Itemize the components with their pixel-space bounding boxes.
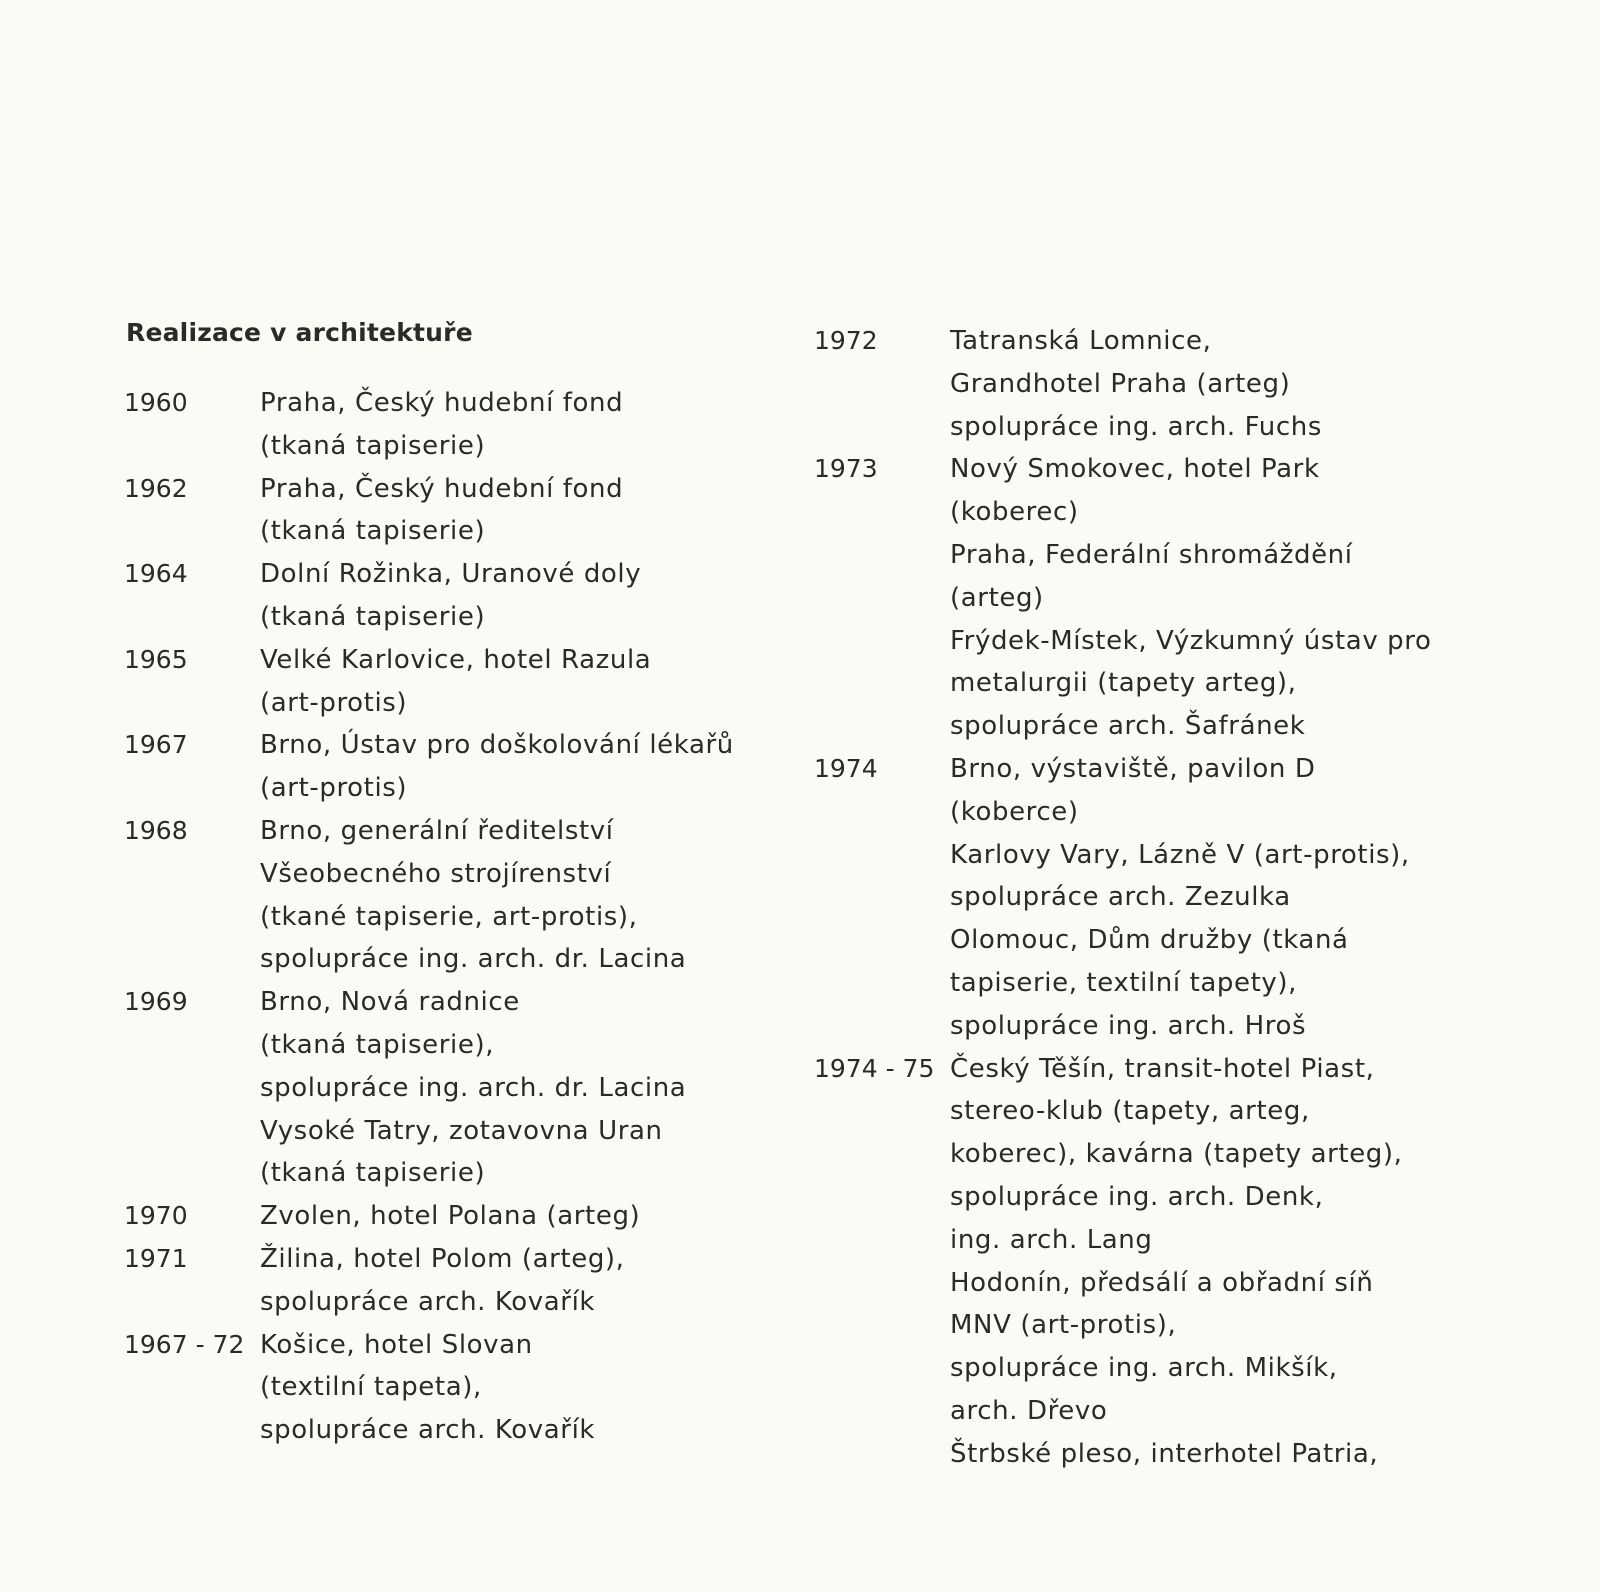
entry-text: (tkaná tapiserie), [260,1029,495,1060]
entry-text: spolupráce arch. Kovařík [260,1415,596,1446]
entry-text: Brno, výstaviště, pavilon D [950,753,1316,784]
entry-text: spolupráce ing. arch. Hroš [950,1010,1307,1041]
entry-text: Frýdek-Místek, Výzkumný ústav pro [950,625,1432,656]
entry-text: (art-protis) [260,687,408,718]
entry-text: (tkaná tapiserie) [260,601,486,632]
entry-text: Žilina, hotel Polom (arteg), [260,1243,625,1274]
entry-year: 1971 [124,1243,188,1273]
entry-text: arch. Dřevo [950,1395,1108,1426]
entry-text: (koberce) [950,796,1079,827]
entry-text: spolupráce arch. Šafránek [950,711,1306,742]
entry-text: spolupráce arch. Kovařík [260,1286,596,1317]
entry-text: Velké Karlovice, hotel Razula [260,644,652,675]
entry-year: 1967 [124,730,188,760]
entry-text: Košice, hotel Slovan [260,1329,533,1360]
entry-text: Dolní Rožinka, Uranové doly [260,559,642,590]
entry-text: Olomouc, Dům družby (tkaná [950,925,1349,956]
entry-text: Brno, Nová radnice [260,987,520,1018]
entry-year: 1968 [124,815,188,845]
entry-text: (tkané tapiserie, art-protis), [260,901,638,932]
entry-text: (koberec) [950,497,1079,528]
entry-text: Praha, Federální shromáždění [950,539,1353,570]
entry-text: (tkaná tapiserie) [260,1158,486,1189]
entry-text: spolupráce ing. arch. Mikšík, [950,1353,1338,1384]
entry-text: Vysoké Tatry, zotavovna Uran [260,1115,663,1146]
entry-text: Grandhotel Praha (arteg) [950,368,1291,399]
entry-year: 1970 [124,1201,188,1231]
entry-text: spolupráce ing. arch. Fuchs [950,411,1322,442]
entry-year: 1962 [124,473,188,503]
entry-year: 1967 - 72 [124,1329,245,1359]
entry-text: Tatranská Lomnice, [950,326,1212,356]
entry-text: (tkaná tapiserie) [260,430,486,461]
entry-text: Český Těšín, transit-hotel Piast, [950,1053,1375,1084]
entry-text: Brno, Ústav pro doškolování lékařů [260,730,734,761]
entry-text: (tkaná tapiserie) [260,516,486,547]
entry-text: (arteg) [950,582,1044,613]
entry-year: 1964 [124,559,188,589]
entry-text: (textilní tapeta), [260,1372,482,1403]
entry-text: Zvolen, hotel Polana (arteg) [260,1201,641,1232]
entry-text: Praha, Český hudební fond [260,388,624,418]
entry-text: Nový Smokovec, hotel Park [950,454,1320,485]
entry-text: spolupráce ing. arch. dr. Lacina [260,944,687,975]
entry-year: 1974 - 75 [814,1053,935,1083]
entry-text: spolupráce ing. arch. Denk, [950,1181,1324,1212]
section-title: Realizace v architektuře [126,318,473,347]
entry-text: Štrbské pleso, interhotel Patria, [950,1438,1379,1469]
entry-text: Praha, Český hudební fond [260,473,624,504]
entry-text: Brno, generální ředitelství [260,815,614,846]
entry-text: spolupráce ing. arch. dr. Lacina [260,1072,687,1103]
entry-text: metalurgii (tapety arteg), [950,668,1297,699]
entry-year: 1974 [814,753,878,783]
entry-text: tapiserie, textilní tapety), [950,967,1297,998]
entry-year: 1972 [814,326,878,355]
entry-year: 1969 [124,987,188,1017]
entry-text: Všeobecného strojírenství [260,858,612,889]
entry-text: MNV (art-protis), [950,1310,1177,1341]
entry-text: Hodonín, předsálí a obřadní síň [950,1267,1374,1298]
entry-text: stereo-klub (tapety, arteg, [950,1096,1310,1127]
entry-text: (art-protis) [260,773,408,804]
entry-year: 1965 [124,644,188,674]
entry-year: 1960 [124,388,188,417]
entry-text: Karlovy Vary, Lázně V (art-protis), [950,839,1410,870]
entry-text: ing. arch. Lang [950,1224,1153,1255]
entry-text: spolupráce arch. Zezulka [950,882,1291,913]
entry-year: 1973 [814,454,878,484]
entry-text: koberec), kavárna (tapety arteg), [950,1139,1403,1170]
